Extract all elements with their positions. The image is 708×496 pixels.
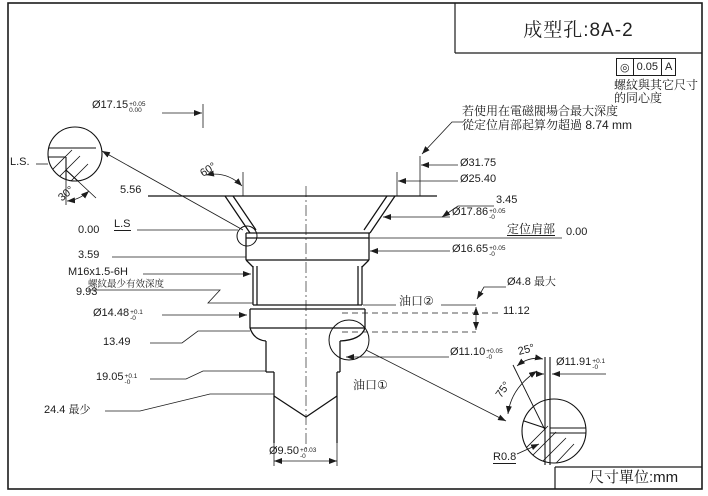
dim-13-49: 13.49 [103, 336, 131, 348]
dim-diameter-11-91: Ø11.91 +0.1 -0 [556, 356, 606, 371]
dim-diameter-11-10: Ø11.10 +0.05 -0 [450, 346, 503, 361]
units-label: 尺寸單位:mm [589, 469, 679, 486]
dim-3-59: 3.59 [78, 249, 100, 261]
dim-11-12: 11.12 [503, 305, 530, 317]
dim-9-93: 9.93 [76, 286, 98, 298]
dim-diameter-31-75: Ø31.75 [460, 157, 497, 169]
datum-zero-left: 0.00 [78, 224, 100, 236]
note-line2: 從定位肩部起算勿超過 8.74 mm [462, 118, 633, 132]
dim-diameter-17-15: Ø17.15 +0.05 0.00 [92, 99, 146, 114]
geometric-tolerance-frame [617, 58, 676, 76]
detail-view-seat [508, 357, 606, 476]
port-label-1: 油口① [353, 378, 388, 392]
dim-19-05: 19.05 +0.1 -0 [96, 371, 138, 386]
dim-diameter-14-48: Ø14.48 +0.1 -0 [93, 307, 143, 322]
port-label-2: 油口② [399, 294, 434, 308]
radius-0-8-label: R0.8 [493, 451, 517, 463]
fcf-description-line2: 的同心度 [614, 91, 663, 105]
dim-diameter-17-86: Ø17.86 +0.05 -0 [452, 206, 506, 221]
dim-3-45: 3.45 [496, 194, 518, 206]
tolerance-value: 0.05 [633, 58, 662, 76]
angle-25-label: 25° [516, 342, 536, 358]
cavity-profile [148, 196, 437, 443]
dim-24-4-min: 24.4 最少 [44, 404, 91, 416]
angle-30-label: 30° [56, 184, 77, 204]
dim-5-56: 5.56 [120, 184, 142, 196]
concentricity-symbol-icon: ◎ [616, 58, 634, 76]
locating-shoulder-label: 定位肩部 [507, 222, 556, 236]
thread-depth-note: 螺紋最少有效深度 [88, 279, 165, 290]
ls-datum-label: L.S [114, 218, 131, 230]
dim-diameter-4-8-max: Ø4.8 最大 [507, 276, 556, 288]
datum-reference: A [661, 58, 676, 76]
fcf-description-line1: 螺紋與其它尺寸 [614, 78, 699, 92]
dim-diameter-9-50: Ø9.50 +0.03 -0 [269, 445, 317, 460]
angle-60-label: 60° [198, 160, 219, 180]
drawing-title: 成型孔:8A-2 [523, 19, 634, 41]
dim-diameter-25-40: Ø25.40 [460, 173, 497, 185]
ls-detail-label: L.S. [10, 156, 30, 168]
dim-diameter-16-65: Ø16.65 +0.05 -0 [452, 243, 506, 258]
sheet-frame [8, 3, 702, 489]
thread-spec-label: M16x1.5-6H [68, 266, 128, 278]
note-line1: 若使用在電磁閥場合最大深度 [462, 104, 619, 118]
angle-75-label: 75° [493, 379, 514, 401]
datum-zero-right: 0.00 [566, 226, 588, 238]
